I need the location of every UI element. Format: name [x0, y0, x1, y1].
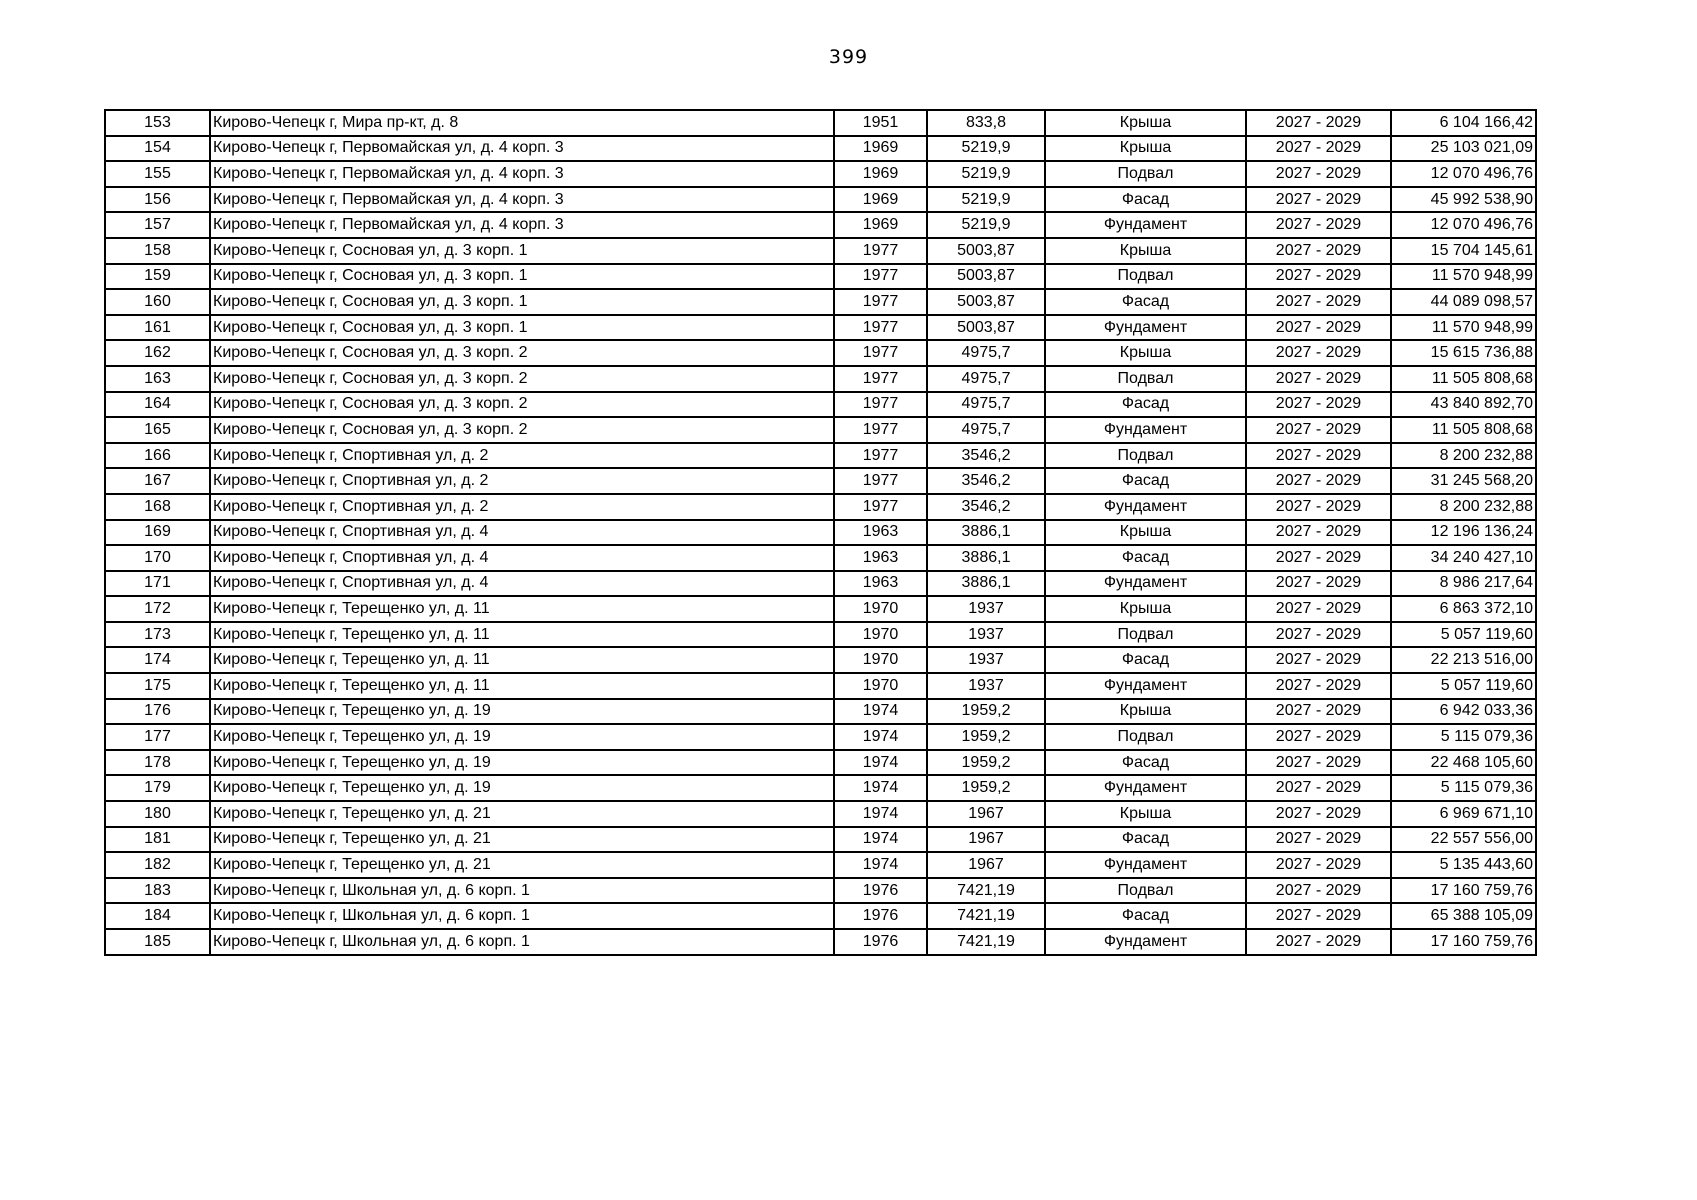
work-type-cell: Фундамент [1045, 494, 1246, 520]
cost-cell: 6 104 166,42 [1391, 110, 1536, 136]
period-cell: 2027 - 2029 [1246, 443, 1391, 469]
area-cell: 5219,9 [927, 212, 1045, 238]
area-cell: 4975,7 [927, 417, 1045, 443]
address-cell: Кирово-Чепецк г, Терещенко ул, д. 19 [210, 724, 834, 750]
period-cell: 2027 - 2029 [1246, 187, 1391, 213]
cost-cell: 5 057 119,60 [1391, 622, 1536, 648]
row-number-cell: 183 [105, 878, 210, 904]
cost-cell: 11 570 948,99 [1391, 315, 1536, 341]
address-cell: Кирово-Чепецк г, Спортивная ул, д. 4 [210, 571, 834, 597]
row-number-cell: 169 [105, 520, 210, 546]
area-cell: 7421,19 [927, 878, 1045, 904]
area-cell: 5003,87 [927, 264, 1045, 290]
work-type-cell: Фасад [1045, 750, 1246, 776]
work-type-cell: Фасад [1045, 187, 1246, 213]
area-cell: 1959,2 [927, 724, 1045, 750]
period-cell: 2027 - 2029 [1246, 724, 1391, 750]
cost-cell: 45 992 538,90 [1391, 187, 1536, 213]
year-cell: 1977 [834, 238, 927, 264]
area-cell: 833,8 [927, 110, 1045, 136]
area-cell: 3546,2 [927, 468, 1045, 494]
row-number-cell: 167 [105, 468, 210, 494]
year-cell: 1977 [834, 417, 927, 443]
table-row [105, 161, 1536, 187]
address-cell: Кирово-Чепецк г, Спортивная ул, д. 4 [210, 520, 834, 546]
period-cell: 2027 - 2029 [1246, 238, 1391, 264]
work-type-cell: Подвал [1045, 161, 1246, 187]
year-cell: 1974 [834, 699, 927, 725]
area-cell: 4975,7 [927, 340, 1045, 366]
cost-cell: 31 245 568,20 [1391, 468, 1536, 494]
address-cell: Кирово-Чепецк г, Терещенко ул, д. 11 [210, 673, 834, 699]
work-type-cell: Подвал [1045, 878, 1246, 904]
table-row [105, 136, 1536, 162]
work-type-cell: Подвал [1045, 264, 1246, 290]
cost-cell: 22 468 105,60 [1391, 750, 1536, 776]
work-type-cell: Крыша [1045, 136, 1246, 162]
table-row [105, 545, 1536, 571]
address-cell: Кирово-Чепецк г, Школьная ул, д. 6 корп. 1 [210, 903, 834, 929]
address-cell: Кирово-Чепецк г, Сосновая ул, д. 3 корп. 2 [210, 392, 834, 418]
area-cell: 5003,87 [927, 238, 1045, 264]
work-type-cell: Фасад [1045, 545, 1246, 571]
row-number-cell: 161 [105, 315, 210, 341]
row-number-cell: 170 [105, 545, 210, 571]
table-body [105, 110, 1536, 955]
table-row [105, 468, 1536, 494]
table-row [105, 212, 1536, 238]
table-row [105, 315, 1536, 341]
cost-cell: 22 557 556,00 [1391, 827, 1536, 853]
year-cell: 1951 [834, 110, 927, 136]
table-row [105, 622, 1536, 648]
work-type-cell: Фундамент [1045, 673, 1246, 699]
repair-schedule-table [104, 109, 1537, 956]
cost-cell: 15 704 145,61 [1391, 238, 1536, 264]
year-cell: 1974 [834, 827, 927, 853]
cost-cell: 15 615 736,88 [1391, 340, 1536, 366]
row-number-cell: 174 [105, 647, 210, 673]
year-cell: 1977 [834, 315, 927, 341]
cost-cell: 11 570 948,99 [1391, 264, 1536, 290]
work-type-cell: Фасад [1045, 392, 1246, 418]
year-cell: 1976 [834, 878, 927, 904]
period-cell: 2027 - 2029 [1246, 929, 1391, 955]
year-cell: 1977 [834, 289, 927, 315]
address-cell: Кирово-Чепецк г, Спортивная ул, д. 4 [210, 545, 834, 571]
row-number-cell: 182 [105, 852, 210, 878]
area-cell: 5219,9 [927, 187, 1045, 213]
period-cell: 2027 - 2029 [1246, 494, 1391, 520]
year-cell: 1976 [834, 903, 927, 929]
year-cell: 1974 [834, 724, 927, 750]
address-cell: Кирово-Чепецк г, Мира пр-кт, д. 8 [210, 110, 834, 136]
row-number-cell: 180 [105, 801, 210, 827]
work-type-cell: Фундамент [1045, 775, 1246, 801]
period-cell: 2027 - 2029 [1246, 571, 1391, 597]
cost-cell: 6 942 033,36 [1391, 699, 1536, 725]
cost-cell: 43 840 892,70 [1391, 392, 1536, 418]
work-type-cell: Крыша [1045, 596, 1246, 622]
area-cell: 4975,7 [927, 392, 1045, 418]
cost-cell: 5 115 079,36 [1391, 724, 1536, 750]
row-number-cell: 155 [105, 161, 210, 187]
area-cell: 4975,7 [927, 366, 1045, 392]
period-cell: 2027 - 2029 [1246, 673, 1391, 699]
row-number-cell: 177 [105, 724, 210, 750]
period-cell: 2027 - 2029 [1246, 468, 1391, 494]
period-cell: 2027 - 2029 [1246, 827, 1391, 853]
area-cell: 7421,19 [927, 929, 1045, 955]
table-row [105, 417, 1536, 443]
table-row [105, 110, 1536, 136]
address-cell: Кирово-Чепецк г, Сосновая ул, д. 3 корп. 1 [210, 289, 834, 315]
address-cell: Кирово-Чепецк г, Школьная ул, д. 6 корп. 1 [210, 929, 834, 955]
table-row [105, 903, 1536, 929]
area-cell: 1967 [927, 801, 1045, 827]
area-cell: 5003,87 [927, 289, 1045, 315]
row-number-cell: 164 [105, 392, 210, 418]
table-row [105, 750, 1536, 776]
area-cell: 1937 [927, 647, 1045, 673]
row-number-cell: 163 [105, 366, 210, 392]
period-cell: 2027 - 2029 [1246, 264, 1391, 290]
period-cell: 2027 - 2029 [1246, 212, 1391, 238]
area-cell: 1959,2 [927, 775, 1045, 801]
cost-cell: 11 505 808,68 [1391, 366, 1536, 392]
year-cell: 1976 [834, 929, 927, 955]
area-cell: 5219,9 [927, 161, 1045, 187]
table-row [105, 929, 1536, 955]
period-cell: 2027 - 2029 [1246, 852, 1391, 878]
area-cell: 5003,87 [927, 315, 1045, 341]
table-row [105, 289, 1536, 315]
address-cell: Кирово-Чепецк г, Первомайская ул, д. 4 корп. 3 [210, 161, 834, 187]
work-type-cell: Фундамент [1045, 212, 1246, 238]
area-cell: 3546,2 [927, 443, 1045, 469]
period-cell: 2027 - 2029 [1246, 801, 1391, 827]
table-row [105, 827, 1536, 853]
area-cell: 3886,1 [927, 571, 1045, 597]
table-row [105, 647, 1536, 673]
row-number-cell: 176 [105, 699, 210, 725]
work-type-cell: Фасад [1045, 827, 1246, 853]
year-cell: 1969 [834, 136, 927, 162]
cost-cell: 25 103 021,09 [1391, 136, 1536, 162]
year-cell: 1963 [834, 545, 927, 571]
table-row [105, 340, 1536, 366]
row-number-cell: 172 [105, 596, 210, 622]
work-type-cell: Фасад [1045, 903, 1246, 929]
address-cell: Кирово-Чепецк г, Терещенко ул, д. 19 [210, 699, 834, 725]
cost-cell: 34 240 427,10 [1391, 545, 1536, 571]
period-cell: 2027 - 2029 [1246, 417, 1391, 443]
row-number-cell: 184 [105, 903, 210, 929]
period-cell: 2027 - 2029 [1246, 878, 1391, 904]
period-cell: 2027 - 2029 [1246, 110, 1391, 136]
cost-cell: 11 505 808,68 [1391, 417, 1536, 443]
table-row [105, 392, 1536, 418]
address-cell: Кирово-Чепецк г, Терещенко ул, д. 11 [210, 596, 834, 622]
work-type-cell: Фасад [1045, 647, 1246, 673]
year-cell: 1969 [834, 161, 927, 187]
cost-cell: 6 969 671,10 [1391, 801, 1536, 827]
row-number-cell: 166 [105, 443, 210, 469]
page-number: 399 [828, 46, 869, 68]
area-cell: 1937 [927, 596, 1045, 622]
work-type-cell: Крыша [1045, 238, 1246, 264]
table-row [105, 878, 1536, 904]
address-cell: Кирово-Чепецк г, Терещенко ул, д. 11 [210, 622, 834, 648]
cost-cell: 12 196 136,24 [1391, 520, 1536, 546]
period-cell: 2027 - 2029 [1246, 136, 1391, 162]
period-cell: 2027 - 2029 [1246, 750, 1391, 776]
table-row [105, 571, 1536, 597]
table-row [105, 852, 1536, 878]
work-type-cell: Фасад [1045, 468, 1246, 494]
work-type-cell: Подвал [1045, 366, 1246, 392]
address-cell: Кирово-Чепецк г, Сосновая ул, д. 3 корп. 1 [210, 264, 834, 290]
cost-cell: 8 200 232,88 [1391, 494, 1536, 520]
address-cell: Кирово-Чепецк г, Школьная ул, д. 6 корп. 1 [210, 878, 834, 904]
year-cell: 1977 [834, 264, 927, 290]
year-cell: 1974 [834, 775, 927, 801]
row-number-cell: 157 [105, 212, 210, 238]
address-cell: Кирово-Чепецк г, Терещенко ул, д. 19 [210, 775, 834, 801]
row-number-cell: 153 [105, 110, 210, 136]
table-row [105, 673, 1536, 699]
table-row [105, 494, 1536, 520]
address-cell: Кирово-Чепецк г, Первомайская ул, д. 4 корп. 3 [210, 136, 834, 162]
address-cell: Кирово-Чепецк г, Сосновая ул, д. 3 корп. 2 [210, 366, 834, 392]
row-number-cell: 168 [105, 494, 210, 520]
address-cell: Кирово-Чепецк г, Терещенко ул, д. 21 [210, 801, 834, 827]
table-row [105, 801, 1536, 827]
cost-cell: 5 057 119,60 [1391, 673, 1536, 699]
area-cell: 1967 [927, 852, 1045, 878]
work-type-cell: Крыша [1045, 801, 1246, 827]
table-row [105, 264, 1536, 290]
area-cell: 1937 [927, 622, 1045, 648]
work-type-cell: Подвал [1045, 622, 1246, 648]
work-type-cell: Крыша [1045, 340, 1246, 366]
cost-cell: 22 213 516,00 [1391, 647, 1536, 673]
row-number-cell: 159 [105, 264, 210, 290]
area-cell: 3546,2 [927, 494, 1045, 520]
year-cell: 1977 [834, 494, 927, 520]
area-cell: 7421,19 [927, 903, 1045, 929]
year-cell: 1970 [834, 622, 927, 648]
year-cell: 1969 [834, 187, 927, 213]
year-cell: 1974 [834, 852, 927, 878]
row-number-cell: 175 [105, 673, 210, 699]
period-cell: 2027 - 2029 [1246, 161, 1391, 187]
period-cell: 2027 - 2029 [1246, 289, 1391, 315]
area-cell: 1959,2 [927, 699, 1045, 725]
area-cell: 1959,2 [927, 750, 1045, 776]
table-row [105, 596, 1536, 622]
table-row [105, 724, 1536, 750]
work-type-cell: Фасад [1045, 289, 1246, 315]
year-cell: 1974 [834, 801, 927, 827]
address-cell: Кирово-Чепецк г, Сосновая ул, д. 3 корп. 2 [210, 340, 834, 366]
period-cell: 2027 - 2029 [1246, 647, 1391, 673]
year-cell: 1970 [834, 647, 927, 673]
work-type-cell: Фундамент [1045, 929, 1246, 955]
period-cell: 2027 - 2029 [1246, 903, 1391, 929]
year-cell: 1977 [834, 340, 927, 366]
work-type-cell: Фундамент [1045, 417, 1246, 443]
address-cell: Кирово-Чепецк г, Сосновая ул, д. 3 корп. 1 [210, 315, 834, 341]
period-cell: 2027 - 2029 [1246, 775, 1391, 801]
row-number-cell: 165 [105, 417, 210, 443]
row-number-cell: 154 [105, 136, 210, 162]
row-number-cell: 158 [105, 238, 210, 264]
area-cell: 3886,1 [927, 545, 1045, 571]
year-cell: 1977 [834, 366, 927, 392]
table-row [105, 443, 1536, 469]
address-cell: Кирово-Чепецк г, Первомайская ул, д. 4 корп. 3 [210, 212, 834, 238]
address-cell: Кирово-Чепецк г, Спортивная ул, д. 2 [210, 468, 834, 494]
row-number-cell: 160 [105, 289, 210, 315]
row-number-cell: 178 [105, 750, 210, 776]
cost-cell: 65 388 105,09 [1391, 903, 1536, 929]
cost-cell: 17 160 759,76 [1391, 878, 1536, 904]
table-row [105, 187, 1536, 213]
row-number-cell: 173 [105, 622, 210, 648]
cost-cell: 5 135 443,60 [1391, 852, 1536, 878]
address-cell: Кирово-Чепецк г, Терещенко ул, д. 19 [210, 750, 834, 776]
work-type-cell: Подвал [1045, 443, 1246, 469]
period-cell: 2027 - 2029 [1246, 392, 1391, 418]
cost-cell: 12 070 496,76 [1391, 161, 1536, 187]
cost-cell: 17 160 759,76 [1391, 929, 1536, 955]
work-type-cell: Подвал [1045, 724, 1246, 750]
work-type-cell: Фундамент [1045, 315, 1246, 341]
work-type-cell: Крыша [1045, 110, 1246, 136]
work-type-cell: Крыша [1045, 520, 1246, 546]
address-cell: Кирово-Чепецк г, Первомайская ул, д. 4 корп. 3 [210, 187, 834, 213]
table-row [105, 520, 1536, 546]
period-cell: 2027 - 2029 [1246, 340, 1391, 366]
year-cell: 1970 [834, 596, 927, 622]
cost-cell: 5 115 079,36 [1391, 775, 1536, 801]
table-row [105, 699, 1536, 725]
period-cell: 2027 - 2029 [1246, 622, 1391, 648]
table-row [105, 775, 1536, 801]
row-number-cell: 162 [105, 340, 210, 366]
address-cell: Кирово-Чепецк г, Терещенко ул, д. 11 [210, 647, 834, 673]
area-cell: 1937 [927, 673, 1045, 699]
year-cell: 1977 [834, 468, 927, 494]
area-cell: 3886,1 [927, 520, 1045, 546]
address-cell: Кирово-Чепецк г, Спортивная ул, д. 2 [210, 494, 834, 520]
cost-cell: 12 070 496,76 [1391, 212, 1536, 238]
area-cell: 1967 [927, 827, 1045, 853]
year-cell: 1977 [834, 392, 927, 418]
row-number-cell: 181 [105, 827, 210, 853]
row-number-cell: 171 [105, 571, 210, 597]
period-cell: 2027 - 2029 [1246, 366, 1391, 392]
address-cell: Кирово-Чепецк г, Терещенко ул, д. 21 [210, 827, 834, 853]
address-cell: Кирово-Чепецк г, Сосновая ул, д. 3 корп. 1 [210, 238, 834, 264]
period-cell: 2027 - 2029 [1246, 699, 1391, 725]
year-cell: 1977 [834, 443, 927, 469]
row-number-cell: 185 [105, 929, 210, 955]
row-number-cell: 179 [105, 775, 210, 801]
area-cell: 5219,9 [927, 136, 1045, 162]
row-number-cell: 156 [105, 187, 210, 213]
period-cell: 2027 - 2029 [1246, 315, 1391, 341]
period-cell: 2027 - 2029 [1246, 596, 1391, 622]
cost-cell: 6 863 372,10 [1391, 596, 1536, 622]
table-row [105, 366, 1536, 392]
period-cell: 2027 - 2029 [1246, 545, 1391, 571]
year-cell: 1963 [834, 520, 927, 546]
year-cell: 1963 [834, 571, 927, 597]
address-cell: Кирово-Чепецк г, Сосновая ул, д. 3 корп. 2 [210, 417, 834, 443]
work-type-cell: Крыша [1045, 699, 1246, 725]
address-cell: Кирово-Чепецк г, Спортивная ул, д. 2 [210, 443, 834, 469]
table-row [105, 238, 1536, 264]
cost-cell: 44 089 098,57 [1391, 289, 1536, 315]
period-cell: 2027 - 2029 [1246, 520, 1391, 546]
year-cell: 1970 [834, 673, 927, 699]
year-cell: 1969 [834, 212, 927, 238]
cost-cell: 8 200 232,88 [1391, 443, 1536, 469]
cost-cell: 8 986 217,64 [1391, 571, 1536, 597]
work-type-cell: Фундамент [1045, 852, 1246, 878]
year-cell: 1974 [834, 750, 927, 776]
work-type-cell: Фундамент [1045, 571, 1246, 597]
address-cell: Кирово-Чепецк г, Терещенко ул, д. 21 [210, 852, 834, 878]
